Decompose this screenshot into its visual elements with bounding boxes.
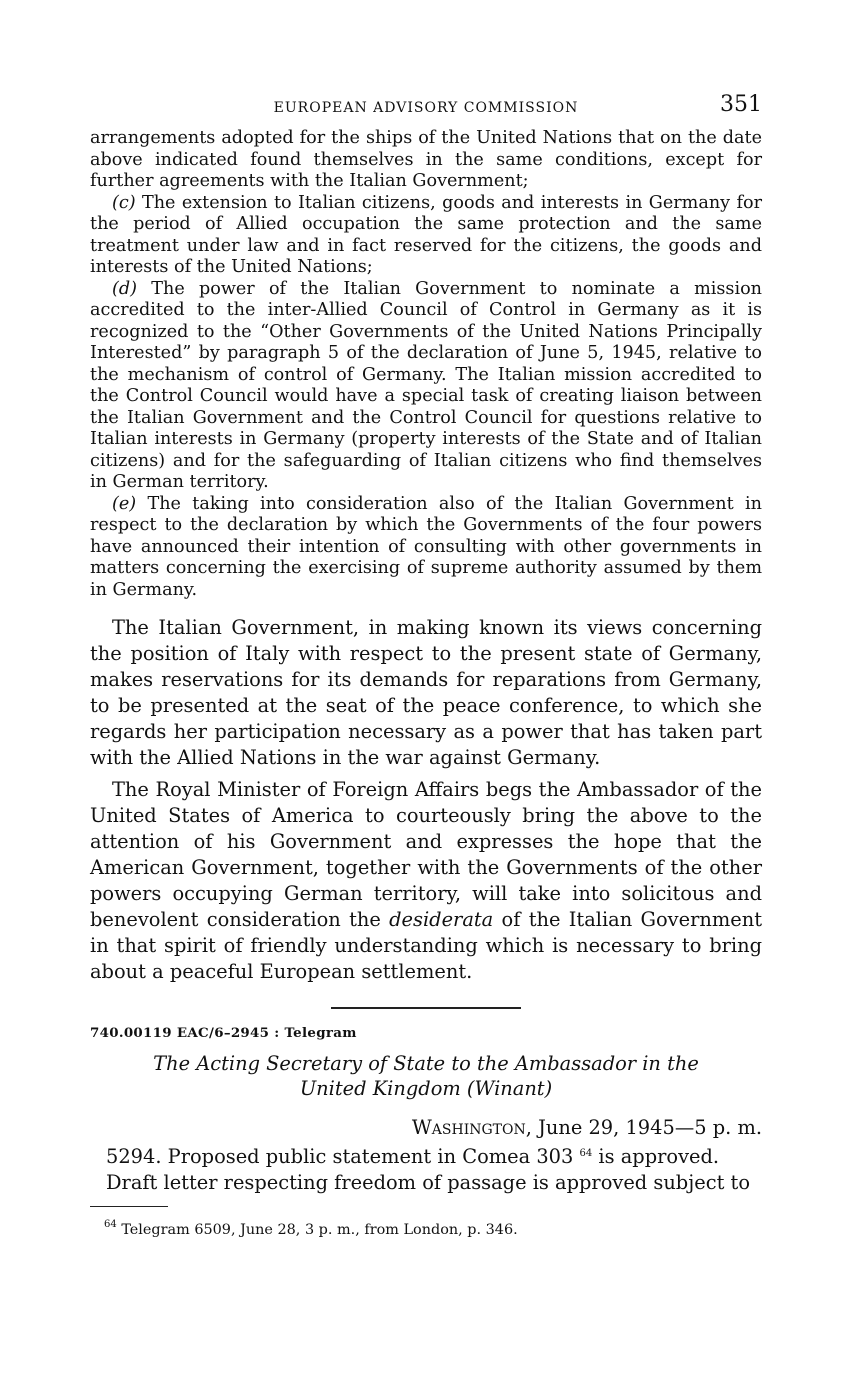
dateline-place: Washington, [411,1116,532,1139]
page-header [90,92,762,128]
document-heading: The Acting Secretary of State to the Ambassador in the United Kingdom (Winant) [153,1052,699,1100]
reparations-paragraph: The Italian Government, in making known its views concerning the position of Italy with respect to the present state of Germany, makes reservations for its demands for reparations from Germany, to be presented at the seat of the peace conference, to which she regards her participation necessary as a power that has taken part with the Allied Nations in the war against Germany. [90,616,762,769]
file-reference: 740.00119 EAC/6–2945 : Telegram [90,1025,357,1041]
closing-text-start: The Royal Minister of Foreign Affairs begs the Ambassador of the United States of America to courteously bring the above to the attention of his Government and expresses the hope that the American Government, together with the Governments of the other powers occupying German territory, will take into solicitous and benevolent consideration the [90,778,762,931]
item-label: (e) [112,493,137,514]
section-divider [331,1007,521,1009]
footnote-text: Telegram 6509, June 28, 3 p. m., from London, p. 346. [121,1222,518,1238]
telegram-text: 5294. Proposed public statement in Comea 303 [106,1145,574,1168]
telegram-line-2: Draft letter respecting freedom of passage is approved subject to [106,1171,750,1194]
closing-text-end: of the Italian Government in that spirit of friendly understanding which is necessary to bring about a peaceful European settlement. [90,908,762,983]
footnote [90,1219,762,1238]
document-page [90,92,762,1238]
closing-italic-term: desiderata [389,908,494,931]
page-number: 351 [720,92,762,117]
item-label: (d) [112,278,137,299]
continued-paragraph: arrangements adopted for the ships of the United Nations that on the date above indicated found themselves in the same conditions, except for further agreements with the Italian Government; [90,128,762,191]
telegram-text-end: is approved. [598,1145,720,1168]
item-label: (c) [112,192,136,213]
item-text: The power of the Italian Government to nominate a mission accredited to the inter-Allied Council of Control in Germany as it is recognized to the “Other Governments of the United Nations Principally Interested” by paragraph 5 of the declaration of June 5, 1945, relative to the mechanism of control of Germany. The Italian mission accredited to the Control Council would have a special task of creating liaison between the Italian Government and the Control Council for questions relative to Italian interests in Germany (property interests of the State and of Italian citizens) and for the safeguarding of Italian citizens who find themselves in German territory. [90,278,763,492]
item-text: The taking into consideration also of the Italian Government in respect to the declaration by which the Governments of the four powers have announced their intention of consulting with other governments in matters concerning the exercising of supreme authority assumed by them in Germany. [90,493,762,600]
footnote-marker: 64 [104,1219,117,1230]
dateline-date: June 29, 1945—5 p. m. [538,1116,762,1139]
item-text: The extension to Italian citizens, goods and interests in Germany for the period of Allied occupation the same protection and the same treatment under law and in fact reserved for the citizens, the goods and interests of the United Nations; [90,192,763,277]
dateline [90,1115,762,1141]
closing-paragraph [90,777,762,985]
item-d [90,279,762,494]
item-e [90,494,762,602]
telegram-line-1 [90,1141,762,1170]
footnote-rule [90,1206,168,1207]
item-c [90,193,762,279]
running-title: EUROPEAN ADVISORY COMMISSION [273,100,579,116]
footnote-reference: 64 [579,1148,593,1159]
